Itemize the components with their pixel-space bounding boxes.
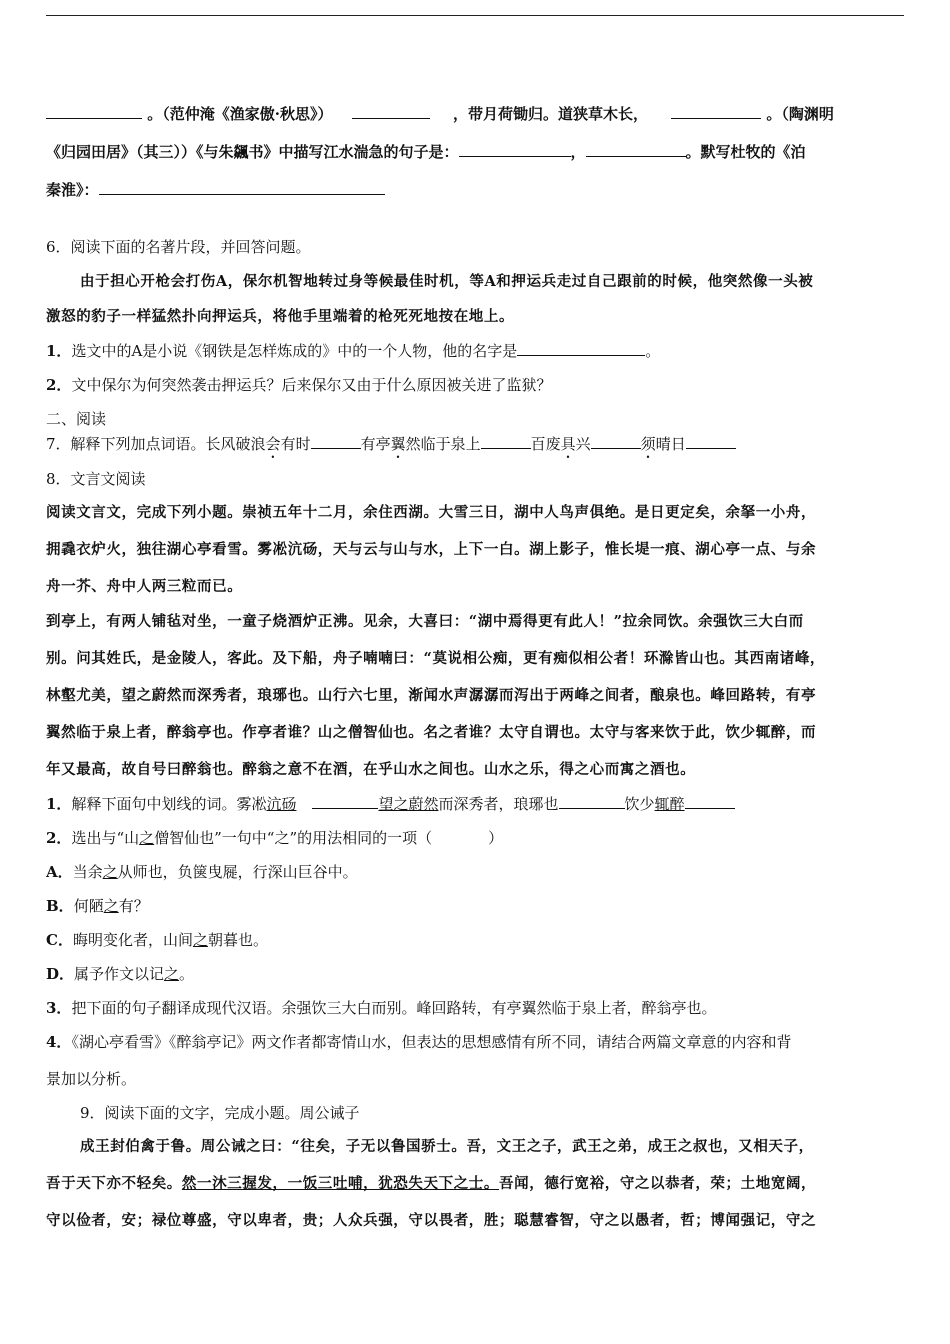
q8-passage-3: 舟一芥、舟中人两三粒而已。 xyxy=(46,578,243,595)
blank[interactable] xyxy=(312,794,378,809)
blank[interactable] xyxy=(685,794,735,809)
q9-passage-2: 吾于天下亦不轻矣。然一沐三握发，一饭三吐哺，犹恐失天下之士。吾闻，德行宽裕，守之以恭者，荣；土地宽阔， xyxy=(46,1175,817,1192)
blank[interactable] xyxy=(517,341,645,356)
fill-line-1: 。（范仲淹《渔家傲·秋思》） ，带月荷锄归。道狭草木长， 。（陶渊明 xyxy=(46,104,904,124)
q8-passage-1: 阅读文言文，完成下列小题。崇祯五年十二月，余住西湖。大雪三日，湖中人鸟声俱绝。是日更定矣，余拏一小舟， xyxy=(46,504,817,521)
q6-title: 6．阅读下面的名著片段，并回答问题。 xyxy=(46,238,311,256)
q8-passage-4: 到亭上，有两人铺毡对坐，一童子烧酒炉正沸。见余，大喜曰：“湖中焉得更有此人！”拉余同饮。余强饮三大白而 xyxy=(46,613,804,630)
blank[interactable] xyxy=(352,104,430,119)
fill-line-3: 秦淮》： xyxy=(46,180,904,200)
q6-sub-1: 1．选文中的A是小说《钢铁是怎样炼成的》中的一个人物，他的名字是 。 xyxy=(46,342,661,360)
blank[interactable] xyxy=(311,434,361,449)
blank[interactable] xyxy=(686,434,736,449)
q7-line: 7．解释下列加点词语。长风破浪会有时 有亭翼然临于泉上 百废具兴 须晴日 xyxy=(46,434,904,462)
blank[interactable] xyxy=(586,142,686,157)
q8-sub-4: 4．《湖心亭看雪》《醉翁亭记》两文作者都寄情山水，但表达的思想感情有所不同，请结合两篇文章意的内容和背 xyxy=(46,1033,792,1051)
q9-title: 9．阅读下面的文字，完成小题。周公诫子 xyxy=(80,1104,360,1122)
q8-title: 8．文言文阅读 xyxy=(46,470,146,488)
q8-passage-8: 年又最高，故自号曰醉翁也。醉翁之意不在酒，在乎山水之间也。山水之乐，得之心而寓之酒也。 xyxy=(46,761,696,778)
q6-passage-1: 由于担心开枪会打伤A，保尔机智地转过身等候最佳时机，等A和押运兵走过自己跟前的时候，他突然像一头被 xyxy=(80,273,814,290)
q8-sub-4-cont: 景加以分析。 xyxy=(46,1070,137,1088)
blank[interactable] xyxy=(591,434,641,449)
q8-passage-2: 拥毳衣炉火，独往湖心亭看雪。雾凇沆砀，天与云与山与水，上下一白。湖上影子，惟长堤一痕、湖心亭一点、与余 xyxy=(46,541,817,558)
blank[interactable] xyxy=(459,142,571,157)
option-d[interactable]: D．属予作文以记之。 xyxy=(46,965,195,983)
option-c[interactable]: C．晦明变化者，山间之朝暮也。 xyxy=(46,931,268,949)
option-a[interactable]: A．当余之从师也，负箧曳屣，行深山巨谷中。 xyxy=(46,863,358,881)
blank[interactable] xyxy=(481,434,531,449)
q8-sub-3: 3．把下面的句子翻译成现代汉语。余强饮三大白而别。峰回路转，有亭翼然临于泉上者，醉翁亭也。 xyxy=(46,999,717,1017)
blank[interactable] xyxy=(99,180,385,195)
q6-sub-2: 2．文中保尔为何突然袭击押运兵？后来保尔又由于什么原因被关进了监狱？ xyxy=(46,376,552,394)
q8-passage-7: 翼然临于泉上者，醉翁亭也。作亭者谁？山之僧智仙也。名之者谁？太守自谓也。太守与客来饮于此，饮少辄醉，而 xyxy=(46,724,817,741)
q8-passage-6: 林壑尤美，望之蔚然而深秀者，琅琊也。山行六七里，渐闻水声潺潺而泻出于两峰之间者，酿泉也。峰回路转，有亭 xyxy=(46,687,817,704)
q8-passage-5: 别。问其姓氏，是金陵人，客此。及下船，舟子喃喃曰：“莫说相公痴，更有痴似相公者！环滁皆山也。其西南诸峰， xyxy=(46,650,826,667)
blank[interactable] xyxy=(46,104,142,119)
fill-line-2: 《归园田居》（其三））《与朱飊书》中描写江水湍急的句子是： ， 。默写杜牧的《泊 xyxy=(46,143,806,161)
q8-sub-1: 1．解释下面句中划线的词。雾凇沆砀 望之蔚然而深秀者，琅琊也 饮少辄醉 xyxy=(46,794,904,814)
q6-passage-2: 激怒的豹子一样猛然扑向押运兵，将他手里端着的枪死死地按在地上。 xyxy=(46,308,515,325)
blank[interactable] xyxy=(559,794,625,809)
header-rule xyxy=(46,15,904,16)
q8-sub-2: 2．选出与“山之僧智仙也”一句中“之”的用法相同的一项（ ） xyxy=(46,829,504,847)
blank[interactable] xyxy=(671,104,761,119)
section-heading: 二、阅读 xyxy=(46,410,107,428)
q9-passage-1: 成王封伯禽于鲁。周公诫之曰：“往矣，子无以鲁国骄士。吾，文王之子，武王之弟，成王之叔也，又相天子， xyxy=(80,1138,814,1155)
q9-passage-3: 守以俭者，安；禄位尊盛，守以卑者，贵；人众兵强，守以畏者，胜；聪慧睿智，守之以愚者，哲；博闻强记，守之 xyxy=(46,1212,817,1229)
option-b[interactable]: B．何陋之有？ xyxy=(46,897,149,915)
